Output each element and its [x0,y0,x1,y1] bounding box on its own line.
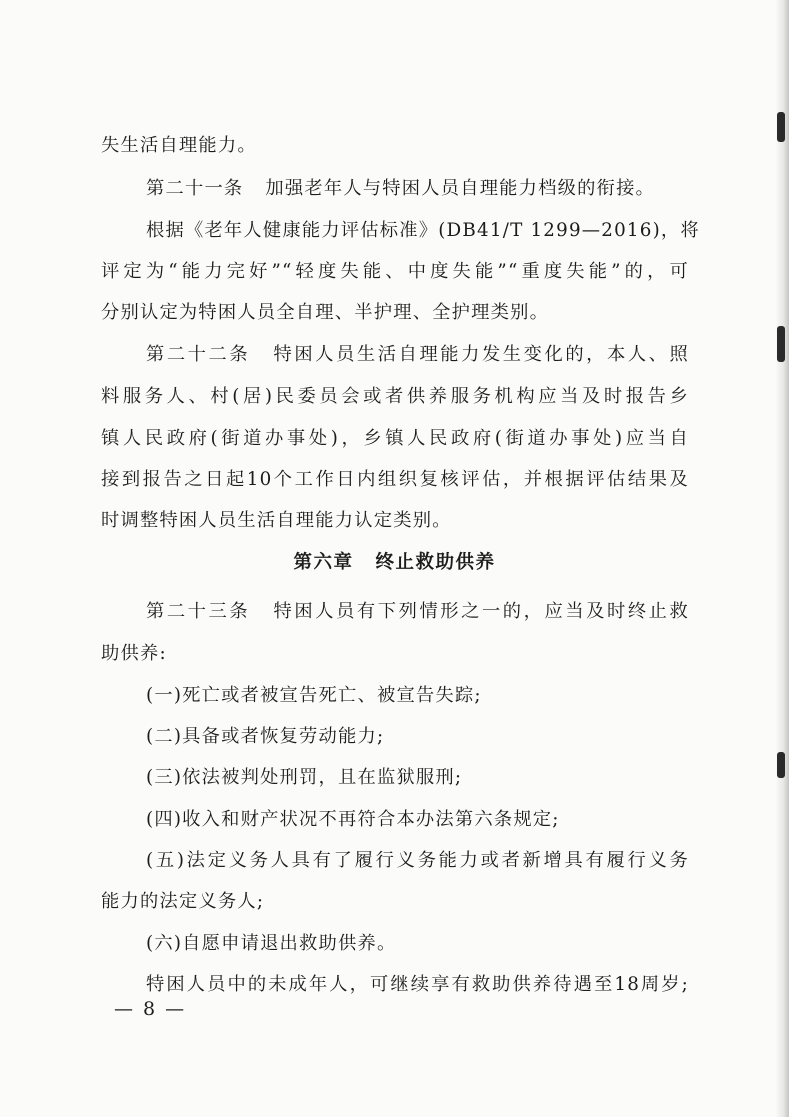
article-23-text: 特困人员有下列情形之一的，应当及时终止救 [272,601,690,622]
article-21-text: 加强老年人与特困人员自理能力档级的衔接。 [265,178,656,199]
article-23-line [146,597,689,627]
page-number: — 8 — [114,998,187,1020]
list-item: (五)法定义务人具有了履行义务能力或者新增具有履行义务 [146,850,689,871]
text-line: 助供养: [101,643,167,664]
scan-edge-mark [777,112,785,142]
text-line: 失生活自理能力。 [101,135,257,156]
article-22-text: 特困人员生活自理能力发生变化的，本人、照 [272,344,690,365]
chapter-title: 终止救助供养 [375,552,496,573]
text-line: 时调整特困人员生活自理能力认定类别。 [101,510,452,531]
text-line: 特困人员中的未成年人，可继续享有救助供养待遇至18周岁; [146,974,689,995]
list-item: (一)死亡或者被宣告死亡、被宣告失踪; [146,685,482,706]
chapter-heading [0,548,789,578]
article-22-number: 第二十二条 [146,344,251,365]
list-item: (四)收入和财产状况不再符合本办法第六条规定; [146,809,560,830]
text-line: 能力的法定义务人; [101,891,265,912]
scan-edge-mark [777,326,785,362]
article-23-number: 第二十三条 [146,601,251,622]
text-line: 接到报告之日起10个工作日内组织复核评估，并根据评估结果及 [101,469,689,490]
article-21-number: 第二十一条 [146,178,244,199]
list-item: (六)自愿申请退出救助供养。 [146,933,397,954]
list-item: (三)依法被判处刑罚，且在监狱服刑; [146,767,463,788]
text-line: 分别认定为特困人员全自理、半护理、全护理类别。 [101,302,550,323]
text-line: 料服务人、村(居)民委员会或者供养服务机构应当及时报告乡 [101,386,689,407]
list-item: (二)具备或者恢复劳动能力; [146,726,385,747]
chapter-number: 第六章 [293,552,354,573]
scan-edge-mark [777,752,785,778]
text-line: 根据《老年人健康能力评估标准》(DB41/T 1299—2016)，将 [146,220,700,241]
article-22-line [146,340,689,370]
article-21-line [146,174,655,204]
text-line: 评定为“能力完好”“轻度失能、中度失能”“重度失能”的，可 [101,261,689,282]
text-line: 镇人民政府(街道办事处)，乡镇人民政府(街道办事处)应当自 [101,428,689,449]
